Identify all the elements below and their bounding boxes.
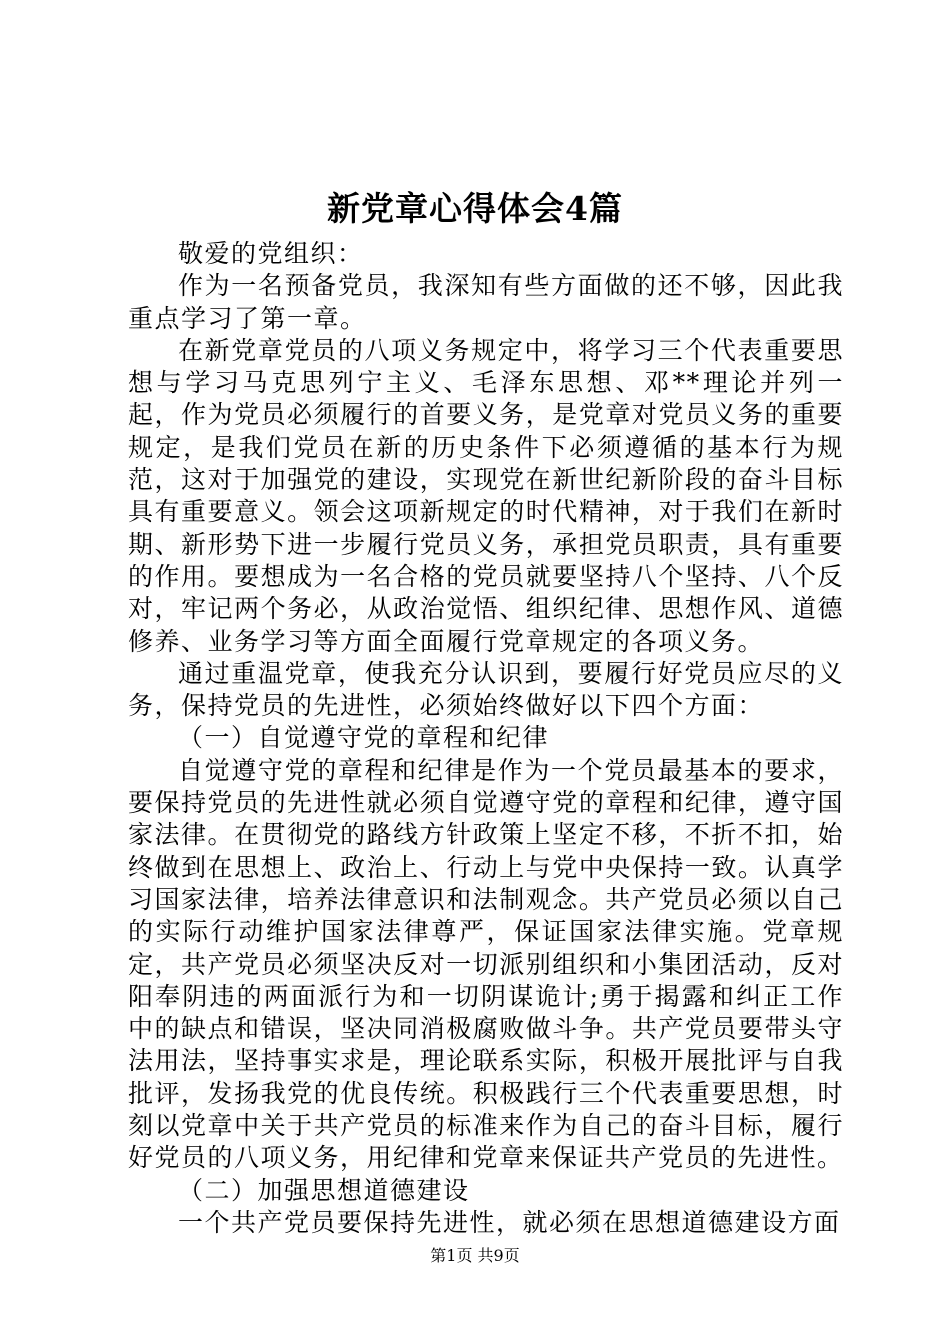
paragraph-morality: 一个共产党员要保持先进性，就必须在思想道德建设方面	[178, 1207, 841, 1237]
paragraph-obligations: 在新党章党员的八项义务规定中，将学习三个代表重要思想与学习马克思列宁主义、毛泽东思想、邓**理论并列一起，作为党员必须履行的首要义务，是党章对党员义务的重要规定，是我们党员在新的历史条件下必须遵循的基本行为规范，这对于加强党的建设，实现党在新世纪新阶段的奋斗目标具有重要意义。领会这项新规定的时代精神，对于我们在新时期、新形势下进一步履行党员义务，承担党员职责，具有重要的作用。要想成为一名合格的党员就要坚持八个坚持、八个反对，牢记两个务必，从政治觉悟、组织纪律、思想作风、道德修养、业务学习等方面全面履行党章规定的各项义务。	[128, 335, 844, 656]
paragraph-intro: 作为一名预备党员，我深知有些方面做的还不够，因此我重点学习了第一章。	[128, 271, 844, 333]
section-heading-2: （二）加强思想道德建设	[178, 1175, 470, 1205]
document-title: 新党章心得体会4篇	[327, 189, 623, 228]
paragraph-discipline: 自觉遵守党的章程和纪律是作为一个党员最基本的要求，要保持党员的先进性就必须自觉遵守党的章程和纪律，遵守国家法律。在贯彻党的路线方针政策上坚定不移，不折不扣，始终做到在思想上、政治上、行动上与党中央保持一致。认真学习国家法律，培养法律意识和法制观念。共产党员必须以自己的实际行动维护国家法律尊严，保证国家法律实施。党章规定，共产党员必须坚决反对一切派别组织和小集团活动，反对阳奉阴违的两面派行为和一切阴谋诡计;勇于揭露和纠正工作中的缺点和错误，坚决同消极腐败做斗争。共产党员要带头守法用法，坚持事实求是，理论联系实际，积极开展批评与自我批评，发扬我党的优良传统。积极践行三个代表重要思想，时刻以党章中关于共产党员的标准来作为自己的奋斗目标，履行好党员的八项义务，用纪律和党章来保证共产党员的先进性。	[128, 755, 844, 1173]
paragraph-four-aspects: 通过重温党章，使我充分认识到，要履行好党员应尽的义务，保持党员的先进性，必须始终做好以下四个方面：	[128, 658, 844, 721]
page-number: 第1页 共9页	[430, 1246, 520, 1265]
salutation: 敬爱的党组织：	[178, 239, 364, 268]
document-body	[128, 238, 844, 1239]
section-heading-1: （一）自觉遵守党的章程和纪律	[178, 723, 550, 753]
